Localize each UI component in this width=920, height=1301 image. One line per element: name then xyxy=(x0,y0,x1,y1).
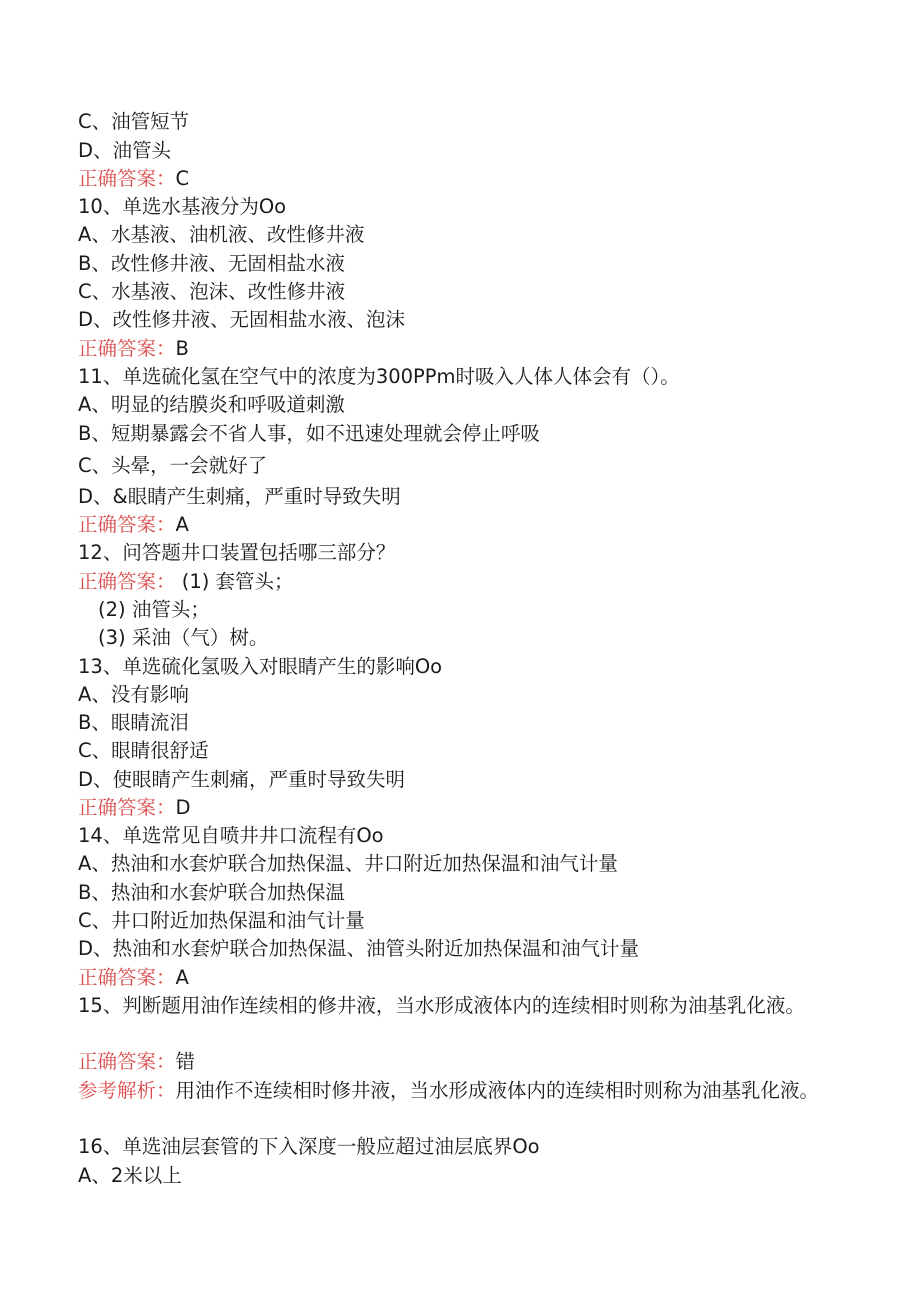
option-line: A、水基液、油机液、改性修井液 xyxy=(78,223,365,246)
answer-continuation: (2) 油管头； xyxy=(98,598,210,621)
answer-line: 正确答案：C xyxy=(78,167,190,190)
option-line: C、井口附近加热保温和油气计量 xyxy=(78,909,365,932)
answer-line: 正确答案：错 xyxy=(78,1050,196,1073)
option-line: C、油管短节 xyxy=(78,110,190,133)
option-line: A、2米以上 xyxy=(78,1164,182,1187)
option-line: A、没有影响 xyxy=(78,683,189,706)
option-line: D、改性修井液、无固相盐水液、泡沫 xyxy=(78,308,406,331)
option-line: A、热油和水套炉联合加热保温、井口附近加热保温和油气计量 xyxy=(78,852,618,875)
option-line: B、热油和水套炉联合加热保温 xyxy=(78,881,345,904)
answer-line: 正确答案：A xyxy=(78,513,189,536)
question-line: 12、问答题井口装置包括哪三部分？ xyxy=(78,541,396,564)
option-line: D、热油和水套炉联合加热保温、油管头附近加热保温和油气计量 xyxy=(78,937,640,960)
question-line: 11、单选硫化氢在空气中的浓度为300PPm时吸入人体人体会有（）。 xyxy=(78,365,680,388)
option-line: C、眼睛很舒适 xyxy=(78,739,209,762)
question-line: 15、判断题用油作连续相的修井液，当水形成液体内的连续相时则称为油基乳化液。 xyxy=(78,994,805,1017)
option-line: C、头晕，一会就好了 xyxy=(78,454,268,477)
option-line: B、改性修井液、无固相盐水液 xyxy=(78,252,345,275)
option-line: B、眼睛流泪 xyxy=(78,711,189,734)
answer-line: 正确答案：B xyxy=(78,337,189,360)
answer-line: 正确答案：A xyxy=(78,966,189,989)
explanation-line: 参考解析：用油作不连续相时修井液，当水形成液体内的连续相时则称为油基乳化液。 xyxy=(78,1079,820,1102)
answer-continuation: (3) 采油（气）树。 xyxy=(98,626,269,649)
option-line: A、明显的结膜炎和呼吸道刺激 xyxy=(78,393,345,416)
option-line: D、&眼睛产生刺痛，严重时导致失明 xyxy=(78,485,401,508)
option-line: C、水基液、泡沫、改性修井液 xyxy=(78,280,346,303)
option-line: D、使眼睛产生刺痛，严重时导致失明 xyxy=(78,768,406,791)
question-line: 10、单选水基液分为Oo xyxy=(78,195,287,218)
question-line: 14、单选常见自喷井井口流程有Oo xyxy=(78,824,384,847)
answer-line: 正确答案：D xyxy=(78,796,191,819)
option-line: D、油管头 xyxy=(78,139,172,162)
answer-line: 正确答案： (1) 套管头； xyxy=(78,570,294,593)
option-line: B、短期暴露会不省人事，如不迅速处理就会停止呼吸 xyxy=(78,422,540,445)
question-line: 16、单选油层套管的下入深度一般应超过油层底界Oo xyxy=(78,1135,540,1158)
question-line: 13、单选硫化氢吸入对眼睛产生的影响Oo xyxy=(78,655,443,678)
